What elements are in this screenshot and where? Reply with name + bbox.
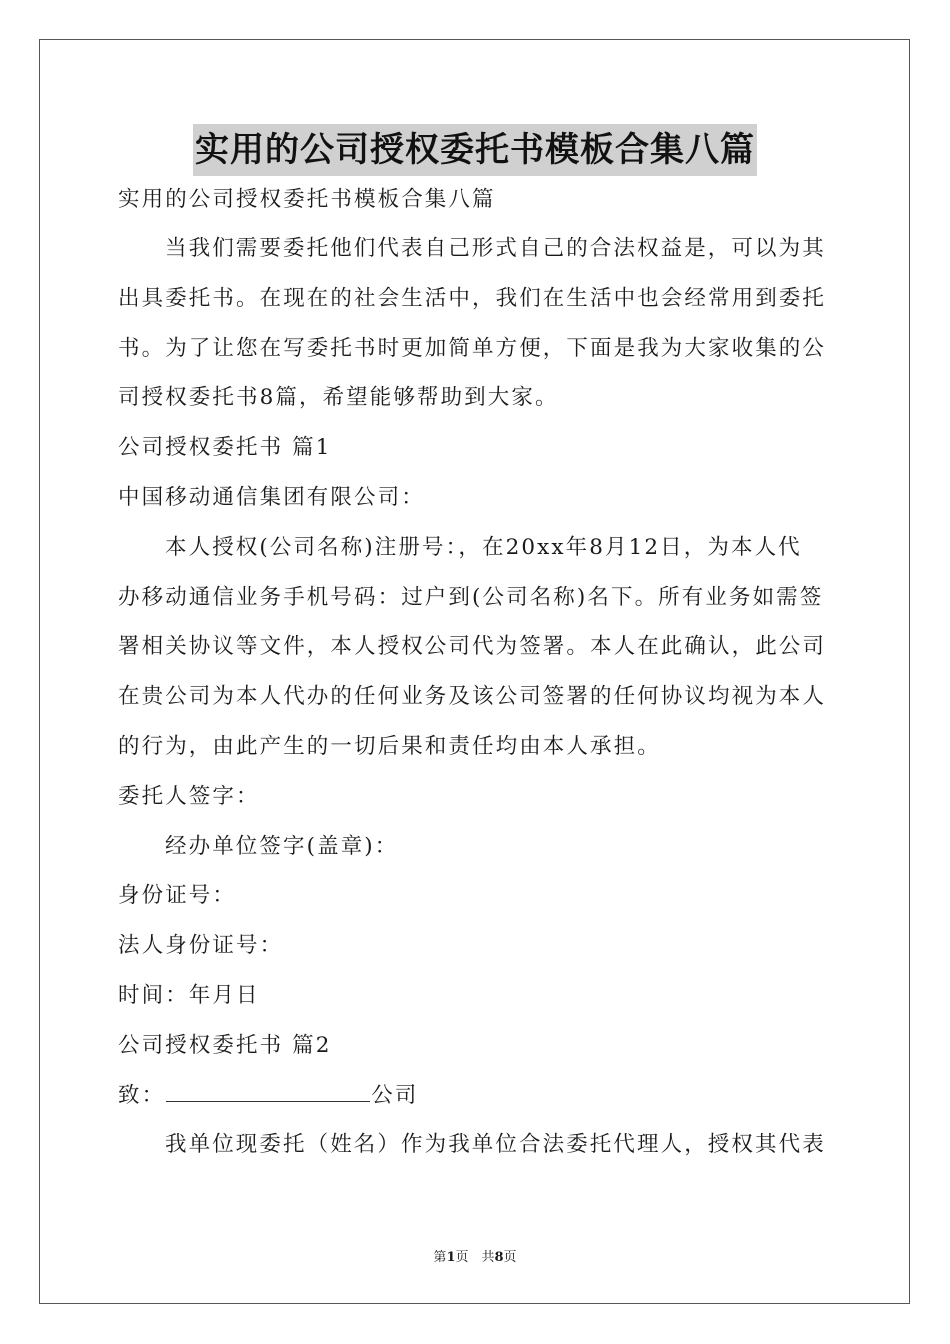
body-line-3: 署相关协议等文件，本人授权公司代为签署。本人在此确认，此公司 bbox=[118, 634, 827, 659]
section-heading-2: 公司授权委托书 篇2 bbox=[118, 1033, 332, 1058]
title-container bbox=[0, 124, 950, 176]
section-heading-1: 公司授权委托书 篇1 bbox=[118, 435, 332, 460]
body-line-4: 在贵公司为本人代办的任何业务及该公司签署的任何协议均视为本人 bbox=[118, 684, 827, 709]
agency-sign-line: 经办单位签字(盖章)： bbox=[165, 834, 399, 859]
page-footer bbox=[0, 1246, 950, 1265]
document-title: 实用的公司授权委托书模板合集八篇 bbox=[193, 124, 757, 176]
body-line-1: 本人授权(公司名称)注册号：，在20xx年8月12日，为本人代 bbox=[165, 535, 802, 560]
to-line bbox=[118, 1081, 418, 1111]
signer-line: 委托人签字： bbox=[118, 784, 260, 809]
body-line-5: 的行为，由此产生的一切后果和责任均由本人承担。 bbox=[118, 734, 661, 759]
intro-line-4: 司授权委托书8篇，希望能够帮助到大家。 bbox=[118, 385, 559, 410]
subtitle-line: 实用的公司授权委托书模板合集八篇 bbox=[118, 187, 496, 212]
legal-id-line: 法人身份证号： bbox=[118, 933, 284, 958]
body-line-2: 办移动通信业务手机号码：过户到(公司名称)名下。所有业务如需签 bbox=[118, 585, 824, 610]
page-border bbox=[39, 39, 910, 1304]
body2-line-1: 我单位现委托（姓名）作为我单位合法委托代理人，授权其代表 bbox=[165, 1132, 826, 1157]
intro-line-1: 当我们需要委托他们代表自己形式自己的合法权益是，可以为其 bbox=[165, 236, 826, 261]
footer-mid: 页 共 bbox=[455, 1250, 495, 1265]
intro-line-2: 出具委托书。在现在的社会生活中，我们在生活中也会经常用到委托 bbox=[118, 286, 827, 311]
to-suffix: 公司 bbox=[371, 1083, 419, 1108]
company-blank bbox=[166, 1081, 370, 1102]
footer-page-number: 1 bbox=[446, 1250, 456, 1265]
footer-prefix: 第 bbox=[433, 1250, 447, 1265]
footer-page-total: 8 bbox=[494, 1250, 504, 1265]
to-prefix: 致： bbox=[118, 1083, 166, 1108]
addressee-line: 中国移动通信集团有限公司： bbox=[118, 485, 425, 510]
footer-suffix: 页 bbox=[503, 1250, 517, 1265]
intro-line-3: 书。为了让您在写委托书时更加简单方便，下面是我为大家收集的公 bbox=[118, 336, 827, 361]
date-line: 时间：年月日 bbox=[118, 983, 260, 1008]
id-number-line: 身份证号： bbox=[118, 883, 237, 908]
